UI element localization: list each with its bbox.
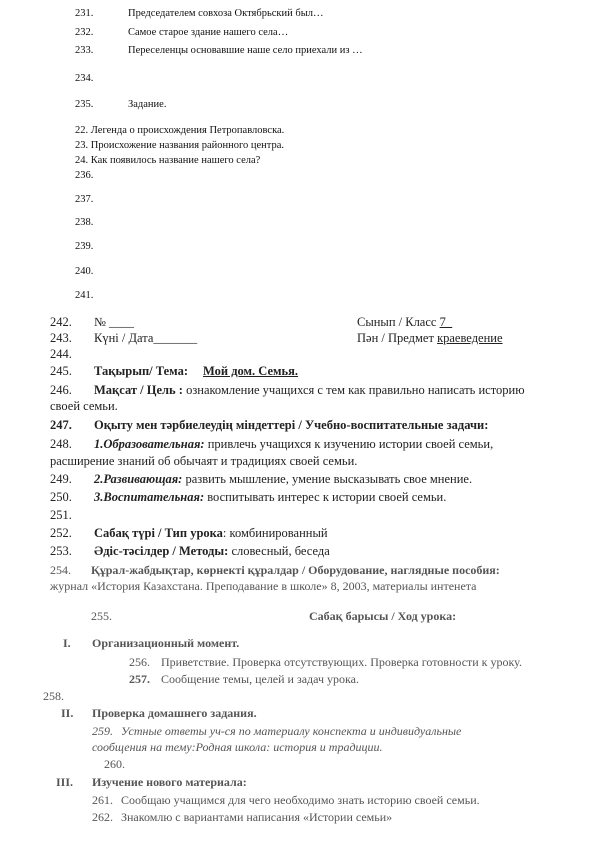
section-3-heading (56, 775, 247, 790)
item-237: 237. (75, 194, 94, 205)
methods-value: словесный, беседа (228, 544, 330, 558)
item-235 (75, 99, 167, 110)
line-248 (50, 437, 494, 452)
section-1-heading (63, 636, 240, 651)
line-number: 243. (50, 331, 72, 345)
line-259-cont: сообщения на тему:Родная школа: история и традиции. (92, 740, 383, 754)
line-262 (92, 810, 393, 825)
item-234 (75, 73, 93, 84)
developmental-label: 2.Развивающая: (94, 472, 183, 486)
line-256 (129, 655, 522, 670)
topic-value: Мой дом. Семья. (203, 364, 299, 378)
line-text: Приветствие. Проверка отсутствующих. Проверка готовности к уроку. (161, 655, 522, 669)
section-title: Изучение нового материала: (92, 775, 247, 789)
line-number: 246. (50, 383, 72, 397)
item-241: 241. (75, 290, 94, 301)
item-text: Задание. (128, 99, 167, 110)
lesson-type-value: : комбинированный (222, 526, 328, 540)
developmental-goal (94, 472, 472, 487)
upbringing-label: 3.Воспитательная: (94, 490, 205, 504)
line-text: Сообщение темы, целей и задач урока. (161, 672, 360, 686)
subject-label: Пән / Предмет (357, 331, 438, 345)
upbringing-text: воспитывать интерес к истории своей семьи. (204, 490, 447, 504)
line-249 (50, 472, 473, 487)
item-number: 233. (75, 45, 94, 56)
item-text: Председателем совхоза Октябрьский был… (128, 8, 324, 19)
item-text: Переселенцы основавшие наше село приехали из … (128, 45, 363, 56)
item-232 (75, 27, 289, 38)
item-text: Самое старое здание нашего села… (128, 27, 289, 38)
subject-field (357, 331, 503, 346)
upbringing-goal (94, 490, 446, 505)
item-number: 235. (75, 99, 94, 110)
subject-value: краеведение (437, 331, 503, 345)
line-260: 260. (104, 757, 125, 771)
item-238: 238. (75, 217, 94, 228)
section-numeral: III. (56, 775, 74, 789)
line-254 (50, 563, 500, 578)
goal-label: Мақсат / Цель : (94, 383, 187, 397)
educational-label: 1.Образовательная: (94, 437, 205, 451)
line-text: Знакомлю с вариантами написания «Истории семьи» (121, 810, 393, 824)
educational-text: привлечь учащихся к изучению истории своей семьи, (204, 437, 494, 451)
tasks-heading: Оқыту мен тәрбиелеудің міндеттері / Учебно-воспитательные задачи: (94, 418, 489, 432)
line-254-cont: журнал «История Казахстана. Преподавание в школе» 8, 2003, материалы интенета (50, 579, 477, 593)
methods (94, 544, 330, 559)
educational-goal (94, 437, 493, 452)
line-244: 244. (50, 347, 72, 361)
class-label: Сынып / Класс (357, 315, 440, 329)
line-252 (50, 526, 328, 541)
line-261 (92, 793, 480, 808)
line-number: 252. (50, 526, 72, 540)
lesson-type-label: Сабақ түрі / Тип урока (94, 526, 223, 540)
task-22: 22. Легенда о происхождения Петропавловска. (75, 125, 285, 136)
line-number: 249. (50, 472, 72, 486)
line-245 (50, 364, 299, 379)
goal-text (94, 383, 525, 398)
section-2-heading (61, 706, 257, 721)
developmental-text: развить мышление, умение высказывать свое мнение. (182, 472, 473, 486)
line-258: 258. (43, 689, 64, 703)
item-233 (75, 45, 363, 56)
line-number: 262. (92, 810, 113, 824)
section-numeral: II. (61, 706, 74, 720)
section-numeral: I. (63, 636, 71, 650)
lesson-number-field: № ____ (94, 315, 135, 329)
line-242 (50, 315, 453, 330)
equipment-label: Құрал-жабдықтар, көрнекті құралдар / Оборудование, наглядные пособия: (91, 563, 500, 577)
class-field (357, 315, 452, 330)
line-243 (50, 331, 503, 346)
line-number: 257. (129, 672, 150, 686)
line-248-cont: расширение знаний об обычаят и традициях своей семьи. (50, 454, 358, 468)
line-number: 253. (50, 544, 72, 558)
item-236: 236. (75, 170, 94, 181)
line-246 (50, 383, 525, 398)
methods-label: Әдіс-тәсілдер / Методы: (94, 544, 229, 558)
section-title: Проверка домашнего задания. (92, 706, 257, 720)
lesson-type (94, 526, 328, 541)
line-number: 255. (91, 609, 112, 623)
line-number: 250. (50, 490, 72, 504)
line-number: 259. (92, 724, 113, 738)
item-231 (75, 8, 324, 19)
section-title: Организационный момент. (92, 636, 240, 650)
line-257 (129, 672, 360, 687)
date-field: Күні / Дата_______ (94, 331, 198, 345)
line-253 (50, 544, 330, 559)
goal-value: ознакомление учащихся с тем как правильно написать историю (186, 383, 525, 397)
item-number: 232. (75, 27, 94, 38)
line-number: 247. (50, 418, 72, 432)
topic-label: Тақырып/ Тема: (94, 364, 189, 378)
item-number: 231. (75, 8, 94, 19)
line-number: 242. (50, 315, 72, 329)
line-number: 256. (129, 655, 150, 669)
line-text: Устные ответы уч-ся по материалу конспекта и индивидуальные (121, 724, 462, 738)
line-251: 251. (50, 508, 72, 522)
item-240: 240. (75, 266, 94, 277)
line-247 (50, 418, 489, 433)
line-246-cont: своей семьи. (50, 399, 118, 413)
task-24: 24. Как появилось название нашего села? (75, 155, 261, 166)
line-259 (92, 724, 462, 739)
line-number: 254. (50, 563, 71, 577)
line-250 (50, 490, 447, 505)
line-text: Сообщаю учащимся для чего необходимо знать историю своей семьи. (121, 793, 480, 807)
line-number: 245. (50, 364, 72, 378)
task-23: 23. Происхожение названия районного центра. (75, 140, 285, 151)
line-255 (91, 609, 457, 624)
item-239: 239. (75, 241, 94, 252)
line-number: 261. (92, 793, 113, 807)
class-value: 7_ (439, 315, 453, 329)
item-number: 234. (75, 73, 94, 84)
lesson-progress-heading: Сабақ барысы / Ход урока: (309, 609, 457, 623)
line-number: 248. (50, 437, 72, 451)
